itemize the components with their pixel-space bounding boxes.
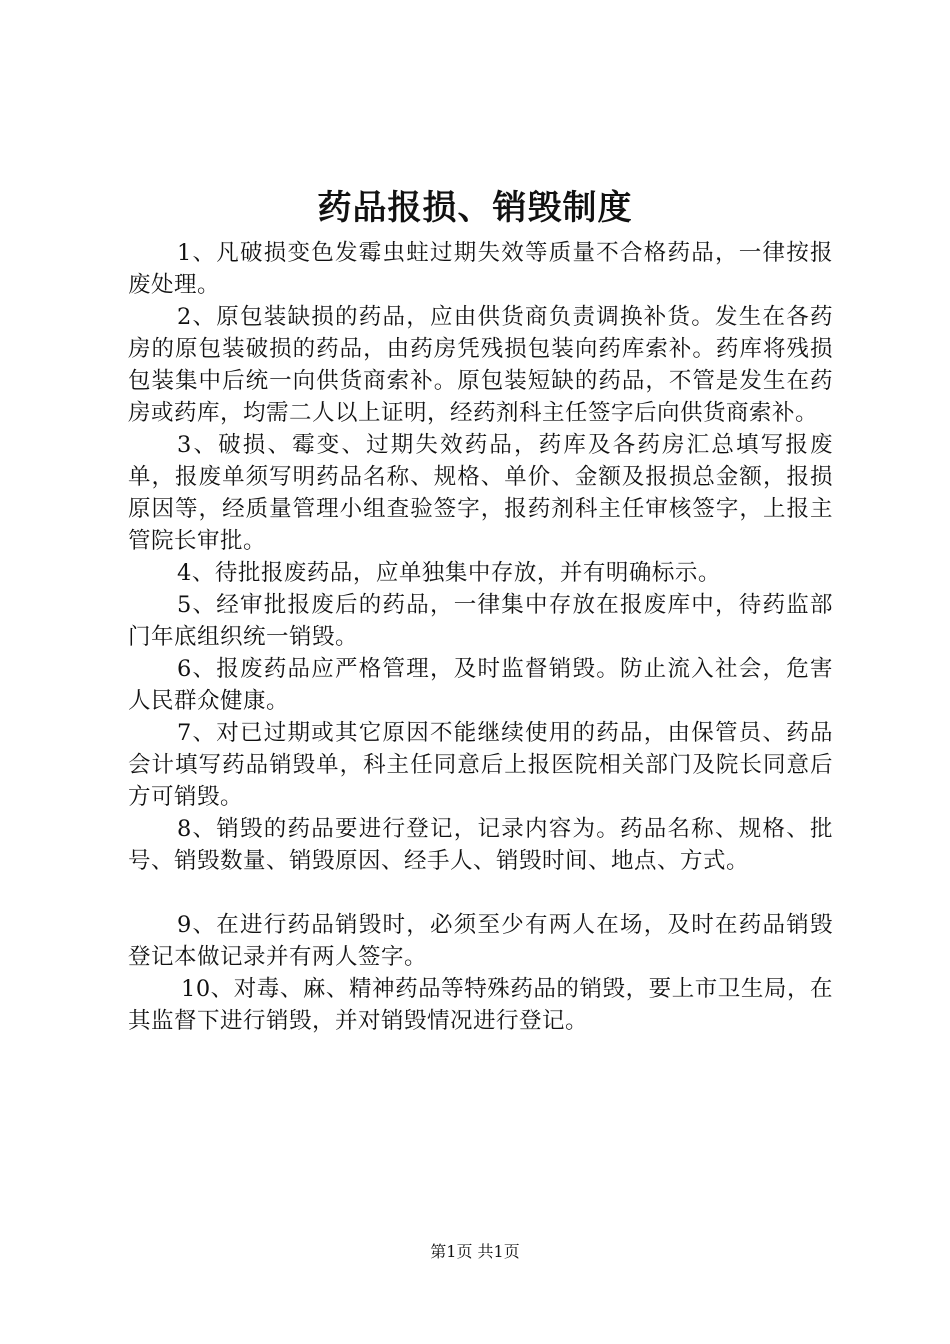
paragraph-5: 5、经审批报废后的药品，一律集中存放在报废库中，待药监部门年底组织统一销毁。	[128, 592, 833, 650]
paragraph-10: 10、对毒、麻、精神药品等特殊药品的销毁，要上市卫生局，在其监督下进行销毁，并对销毁情况进行登记。	[128, 976, 833, 1034]
page-footer: 第1页 共1页	[430, 1242, 520, 1261]
paragraph-3: 3、破损、霉变、过期失效药品，药库及各药房汇总填写报废单，报废单须写明药品名称、规格、单价、金额及报损总金额，报损原因等，经质量管理小组查验签字，报药剂科主任审核签字，上报主管院长审批。	[128, 432, 833, 554]
document-body	[128, 237, 833, 1037]
paragraph-9: 9、在进行药品销毁时，必须至少有两人在场，及时在药品销毁登记本做记录并有两人签字。	[128, 912, 833, 970]
paragraph-1: 1、凡破损变色发霉虫蛀过期失效等质量不合格药品，一律按报废处理。	[128, 240, 833, 298]
paragraph-2: 2、原包装缺损的药品，应由供货商负责调换补货。发生在各药房的原包装破损的药品，由药房凭残损包装向药库索补。药库将残损包装集中后统一向供货商索补。原包装短缺的药品，不管是发生在药房或药库，均需二人以上证明，经药剂科主任签字后向供货商索补。	[128, 304, 833, 426]
paragraph-8: 8、销毁的药品要进行登记，记录内容为。药品名称、规格、批号、销毁数量、销毁原因、经手人、销毁时间、地点、方式。	[128, 816, 833, 874]
paragraph-4: 4、待批报废药品，应单独集中存放，并有明确标示。	[177, 560, 721, 586]
paragraph-6: 6、报废药品应严格管理，及时监督销毁。防止流入社会，危害人民群众健康。	[128, 656, 833, 714]
document-title: 药品报损、销毁制度	[317, 188, 633, 228]
paragraph-7: 7、对已过期或其它原因不能继续使用的药品，由保管员、药品会计填写药品销毁单，科主任同意后上报医院相关部门及院长同意后方可销毁。	[128, 720, 833, 810]
